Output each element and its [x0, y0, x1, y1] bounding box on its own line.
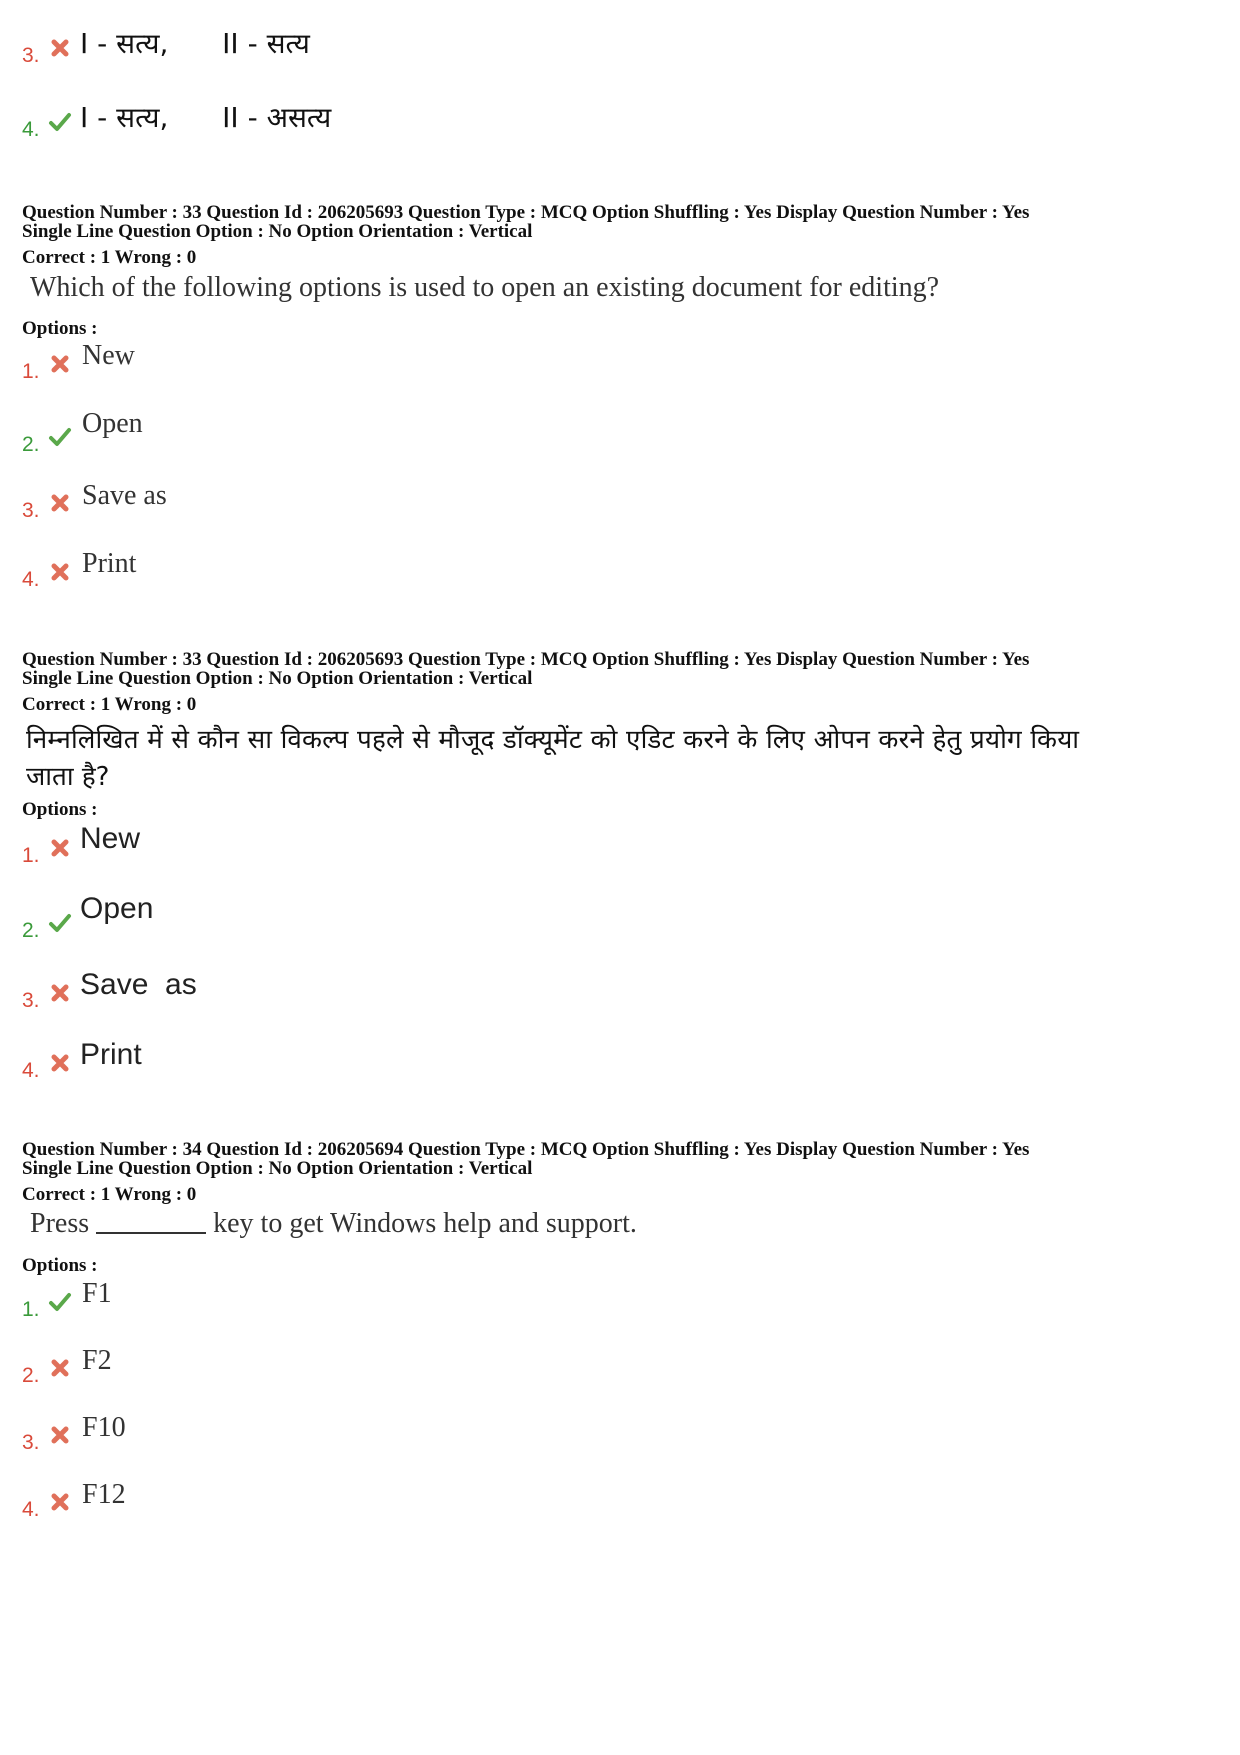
option-1: [22, 836, 72, 868]
top-option-3-text: [80, 24, 310, 62]
option-number: 2.: [22, 1364, 40, 1387]
option-4: [22, 1051, 72, 1083]
option-1: [22, 1290, 72, 1322]
check-icon: [48, 1290, 72, 1314]
marks-info: Correct : 1 Wrong : 0: [22, 694, 197, 715]
statement-2-value: II - असत्य: [222, 101, 332, 134]
option-text: Print: [82, 548, 137, 579]
option-number: 3.: [22, 499, 40, 522]
cross-icon: [48, 1051, 72, 1075]
option-3: [22, 491, 72, 523]
option-text: F1: [82, 1278, 112, 1309]
option-number: 3.: [22, 989, 40, 1012]
option-3: [22, 1423, 72, 1455]
top-option-3: [22, 36, 72, 68]
cross-icon: [48, 1356, 72, 1380]
option-2: [22, 911, 72, 943]
cross-icon: [48, 1490, 72, 1514]
option-text: Save as: [82, 480, 167, 511]
cross-icon: [48, 836, 72, 860]
question-meta-line-1: Question Number : 33 Question Id : 206205693 Question Type : MCQ Option Shuffling : Yes Display Question Number : Yes: [22, 649, 1030, 670]
option-number: 2.: [22, 433, 40, 456]
question-text-after-blank: key to get Windows help and support.: [213, 1208, 637, 1239]
option-text: Open: [82, 408, 143, 439]
top-option-4: [22, 110, 72, 142]
cross-icon: [48, 981, 72, 1005]
question-meta-line-2: Single Line Question Option : No Option Orientation : Vertical: [22, 221, 533, 242]
options-label: Options :: [22, 318, 98, 339]
top-option-4-text: [80, 98, 331, 136]
marks-info: Correct : 1 Wrong : 0: [22, 247, 197, 268]
marks-info: Correct : 1 Wrong : 0: [22, 1184, 197, 1205]
option-text: Print: [80, 1038, 142, 1071]
option-text: New: [82, 340, 135, 371]
question-meta-line-2: Single Line Question Option : No Option Orientation : Vertical: [22, 1158, 533, 1179]
option-2: [22, 425, 72, 457]
option-number: 1.: [22, 844, 40, 867]
option-number: 3.: [22, 44, 40, 67]
option-number: 1.: [22, 1298, 40, 1321]
options-label: Options :: [22, 1255, 98, 1276]
cross-icon: [48, 491, 72, 515]
option-text: F2: [82, 1345, 112, 1376]
check-icon: [48, 110, 72, 134]
question-meta-line-1: Question Number : 34 Question Id : 206205694 Question Type : MCQ Option Shuffling : Yes Display Question Number : Yes: [22, 1139, 1030, 1160]
option-number: 3.: [22, 1431, 40, 1454]
options-label: Options :: [22, 799, 98, 820]
answer-blank: [96, 1232, 206, 1234]
option-number: 4.: [22, 568, 40, 591]
statement-1-value: I - सत्य,: [80, 27, 169, 60]
option-text: Save as: [80, 968, 197, 1001]
option-1: [22, 352, 72, 384]
cross-icon: [48, 1423, 72, 1447]
option-text: New: [80, 822, 141, 855]
question-text: [30, 1208, 637, 1240]
option-number: 1.: [22, 360, 40, 383]
option-text: F10: [82, 1412, 126, 1443]
option-4: [22, 1490, 72, 1522]
question-meta-line-1: Question Number : 33 Question Id : 206205693 Question Type : MCQ Option Shuffling : Yes Display Question Number : Yes: [22, 202, 1030, 223]
question-text-line-1: निम्नलिखित में से कौन सा विकल्प पहले से मौजूद डॉक्यूमेंट को एडिट करने के लिए ओपन करने हेतु प्रयोग किया: [26, 725, 1080, 755]
statement-2-value: II - सत्य: [222, 27, 310, 60]
option-number: 4.: [22, 1059, 40, 1082]
question-meta-line-2: Single Line Question Option : No Option Orientation : Vertical: [22, 668, 533, 689]
option-text: F12: [82, 1479, 126, 1510]
cross-icon: [48, 36, 72, 60]
cross-icon: [48, 352, 72, 376]
question-text: Which of the following options is used to open an existing document for editing?: [30, 272, 940, 303]
check-icon: [48, 425, 72, 449]
statement-1-value: I - सत्य,: [80, 101, 169, 134]
option-3: [22, 981, 72, 1013]
option-number: 2.: [22, 919, 40, 942]
option-number: 4.: [22, 1498, 40, 1521]
option-4: [22, 560, 72, 592]
check-icon: [48, 911, 72, 935]
option-2: [22, 1356, 72, 1388]
option-text: Open: [80, 892, 154, 925]
cross-icon: [48, 560, 72, 584]
question-text-line-2: जाता है?: [26, 762, 110, 792]
question-text-before-blank: Press: [30, 1208, 90, 1239]
option-number: 4.: [22, 118, 40, 141]
